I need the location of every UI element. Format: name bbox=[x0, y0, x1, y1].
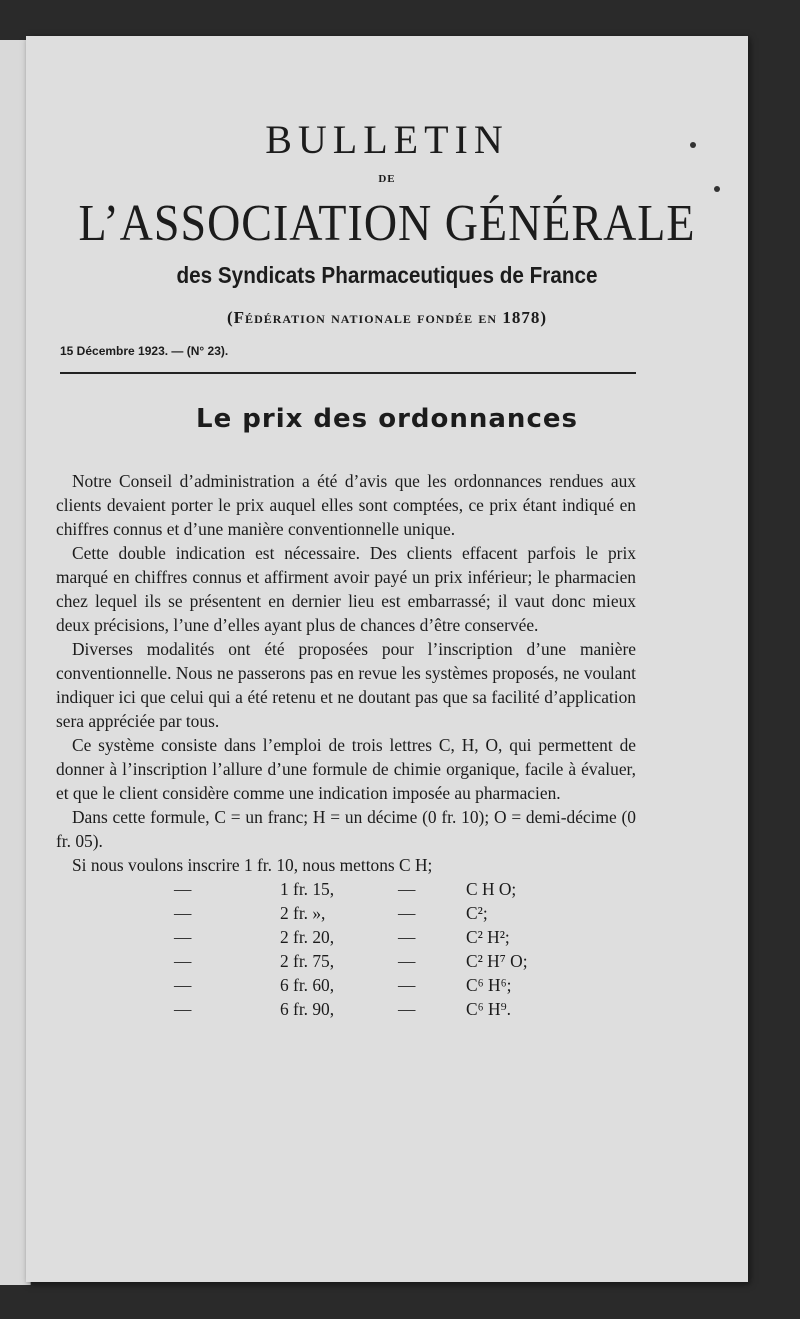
title-connector: DE bbox=[378, 173, 396, 185]
formula-row bbox=[56, 901, 636, 925]
ditto-dash: — bbox=[398, 879, 416, 899]
association-name: L’ASSOCIATION GÉNÉRALE bbox=[78, 193, 696, 252]
ditto-dash: — bbox=[174, 927, 192, 947]
margin-speck bbox=[690, 142, 696, 148]
formula-row bbox=[56, 877, 636, 901]
margin-speck bbox=[714, 186, 720, 192]
formula-code: C⁶ H⁶; bbox=[466, 975, 512, 995]
ditto-dash: — bbox=[398, 951, 416, 971]
ditto-dash: — bbox=[174, 903, 192, 923]
ditto-dash: — bbox=[174, 951, 192, 971]
ditto-dash: — bbox=[398, 927, 416, 947]
header-rule bbox=[60, 372, 636, 374]
article-body bbox=[56, 469, 636, 877]
ditto-dash: — bbox=[174, 879, 192, 899]
formula-amount: 2 fr. 75, bbox=[280, 951, 335, 971]
paragraph: Cette double indication est nécessaire. Des clients effacent parfois le prix marqué en chiffres connus et affirment avoir payé un prix inférieur; le pharmacien chez lequel ils se présentent en dernier lieu est embarrassé; il vaut donc mieux deux précisions, l’une d’elles ayant plus de chances d’être conservée. bbox=[56, 543, 636, 635]
formula-row bbox=[56, 949, 636, 973]
issue-date: 15 Décembre 1923. — (N° 23). bbox=[60, 344, 229, 358]
formula-row bbox=[56, 997, 636, 1021]
formula-amount: 1 fr. 15, bbox=[280, 879, 335, 899]
formula-code: C⁶ H⁹. bbox=[466, 999, 511, 1019]
formula-code: C²; bbox=[466, 903, 488, 923]
formula-code: C H O; bbox=[466, 879, 517, 899]
ditto-dash: — bbox=[398, 999, 416, 1019]
syndicats-subtitle: des Syndicats Pharmaceutiques de France bbox=[176, 262, 598, 288]
ditto-dash: — bbox=[398, 975, 416, 995]
formula-row bbox=[56, 925, 636, 949]
formula-code: C² H⁷ O; bbox=[466, 951, 528, 971]
paragraph: Dans cette formule, C = un franc; H = un décime (0 fr. 10); O = demi-décime (0 fr. 05). bbox=[56, 807, 636, 851]
formula-amount: 2 fr. 20, bbox=[280, 927, 335, 947]
formula-code: C² H²; bbox=[466, 927, 510, 947]
ditto-dash: — bbox=[174, 999, 192, 1019]
formula-table bbox=[56, 877, 636, 1021]
bulletin-title: BULLETIN bbox=[265, 117, 509, 162]
formula-row bbox=[56, 973, 636, 997]
federation-line: (Fédération nationale fondée en 1878) bbox=[227, 308, 547, 327]
article-heading: Le prix des ordonnances bbox=[196, 404, 578, 434]
paragraph: Notre Conseil d’administration a été d’avis que les ordonnances rendues aux clients devaient porter le prix auquel elles sont comptées, ce prix étant indiqué en chiffres connus et d’une manière conventionnelle unique. bbox=[56, 471, 636, 539]
formula-amount: 6 fr. 90, bbox=[280, 999, 335, 1019]
formula-amount: 2 fr. », bbox=[280, 903, 326, 923]
formula-amount: 6 fr. 60, bbox=[280, 975, 335, 995]
paragraph: Ce système consiste dans l’emploi de trois lettres C, H, O, qui permettent de donner à l’inscription l’allure d’une formule de chimie organique, facile à évaluer, et que le client considère comme une indication imposée au pharmacien. bbox=[56, 735, 636, 803]
ditto-dash: — bbox=[398, 903, 416, 923]
bulletin-page bbox=[26, 36, 748, 1282]
ditto-dash: — bbox=[174, 975, 192, 995]
paragraph: Diverses modalités ont été proposées pour l’inscription d’une manière conventionnelle. Nous ne passerons pas en revue les systèmes proposés, ne voulant indiquer ici que celui qui a été retenu et ne doutant pas que sa facilité d’application sera appréciée par tous. bbox=[56, 639, 636, 731]
formula-intro: Si nous voulons inscrire 1 fr. 10, nous mettons C H; bbox=[72, 855, 433, 875]
